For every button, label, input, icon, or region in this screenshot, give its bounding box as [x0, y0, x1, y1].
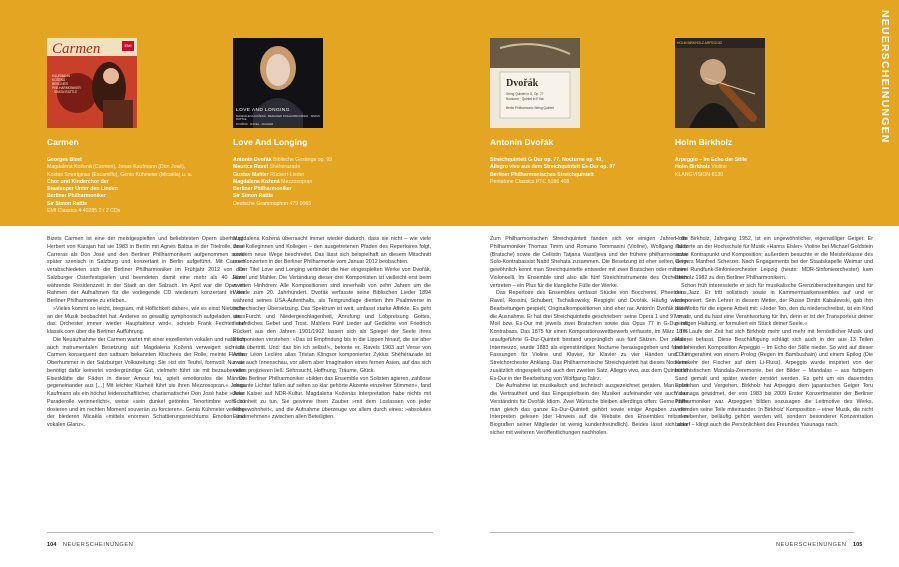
album-cover-love-and-longing[interactable] — [233, 38, 323, 128]
review-paragraph: Bizets Carmen ist eine der meistgespielten und beliebtesten Opern überhaupt. Herbert von Karajan hat sie 1983 in Berlin mit Agnes Baltsa in der Titelrolle, José Carreras als Don José und den Berliner Philharmonikern aufgenommen sowie später szenisch in Salzburg und konzertant in Berlin aufgeführt. Mit Carmen verabschiedeten sich die Berliner Philharmoniker im Frühjahr 2012 von den Salzburger Osterfestspielen und beendeten damit eine mehr als 40 Jahre währende Residenzzeit in der Stadt an der Salzach. Im April war die Oper im Rahmen der Aufnahmen für die vorliegende CD wiederum konzertant in der Berliner Philharmonie zu erleben. — [47, 236, 245, 304]
review-paragraph: Das Repertoire des Ensembles umfasst Stücke von Boccherini, Pheetorius, Ravel, Rossini, Schubert, Tschaikowsky, Respighi und Dvořák. Häufig werden Bearbeitungen gespielt, Originalkompositionen sind eher rar. Antonín Dvořák bildet die Ausnahme. Er hat drei Streichquintette geschrieben: seine Opera 1 und 97 in a-Moll bzw. Es-Dur mit jeweils zwei Bratschen sowie das Opus 77 in G-Dur mit Kontrabass. Das 1875 für einen Kompositionswettbewerb verfasste, im März 1876 uraufgeführte G-Dur-Quintett bestand ursprünglich aus fünf Sätzen. Der zweite, Intermezzo, wurde 1883 als eigenständiges Nocturne herausgegeben und fand in Fassungen für Violine und Klavier, für Klavier zu vier Händen und für Streichorchester Anklang. Das Philharmonische Streichquintett hat dieses Nocturne zusätzlich eingespielt und auch den zweiten Satz, Allegro vivo, aus dem Quintett in Es-Dur in der Bearbeitung von Wolfgang Talirz. — [490, 290, 688, 382]
album-details — [675, 157, 881, 179]
review-paragraph: Zum Philharmonischen Streichquintett fanden sich vor einigen Jahren die Philharmoniker Thomas Timm und Romano Tommasini (Violine), Wolfgang Talirz (Bratsche) sowie die Cellistin Tatjana Vassiljeva und der frühere philharmonische Solo-Kontrabassist Nabil Shehata zusammen. Die Besetzung ist eher selten, denn gewöhnlich kennt man Streichquintette entweder mit zwei Bratschen oder mit zwei Violoncelli. Im Ensemble sind also alle fünf Streichinstrumente des Orchesters vertreten – ein Plus für die klangliche Fülle der Werke. — [490, 236, 688, 289]
album-cover-carmen[interactable] — [47, 38, 137, 128]
album-details — [47, 157, 253, 215]
review-paragraph: Die Aufnahme ist musikalisch und technisch ausgezeichnet geraten. Man spürt die Vertrautheit und das Eingespieltsein der Musiker aufeinander wie auch das Verständnis für Dvořák Idiom. Zwei Wünsche bleiben allerdings offen: Gerne hätte man gleich das ganze Es-Dur-Quintett gehört sowie einige Angaben zu den Interpreten gelesen (der Hinweis auf die Website des Ensembles mit den Biografien seiner Mitglieder ist wenig kundenfreundlich). Beides lässt sich aber sicher mit weiteren Veröffentlichungen nachholen. — [490, 383, 688, 436]
album-detail-line: KLANGVISION 8130 — [675, 171, 724, 178]
album-details — [490, 157, 696, 186]
dvorak-cover-line1: String Quintet in G, Op. 77 — [506, 92, 544, 96]
album-detail-line: Holm Birkholz — [675, 164, 710, 171]
review-column-love-and-longing — [233, 236, 431, 422]
album-card-birkholz — [675, 136, 881, 179]
album-title: Holm Birkholz — [675, 137, 733, 147]
review-paragraph: Die Neuaufnahme der Carmen wartet mit einer exzellenten vokalen und natürlich auch instrumentalen Besetzung auf: Magdalena Kožená verweigert sich als Carmen konsequent den sattsam bekannten Klischees der Rolle, meinte Florian Oberhummer in der Salzburger Volkszeitung: Sie »ist ein Teufel, formvoll: Nur sie benötigt dafür keinerlei vordergründige Gut, vielmehr führt sie mit bezaubernder Eisesklätte die Fäden in dieser Amour fou, spielt emotionslos die Männer gegeneinander aus […] Mit leichter Klarheit führt sie ihren Mezzosopran.« Jonas Kaufmann als ein höchst leidenschaftlicher, charismatischer Don José habe »diese Paraderolle verinnerlicht«, weise »sein dunkel getöntes Tenortimbre wohl zu dosieren und im rechten Moment souverän zu forcieren«. Genia Kühmeier verleihe der biederen Micaëla »mittels enormen Schattierungsreichtums Emotion und vokalen Glanz«. — [47, 336, 245, 428]
album-detail-line: Deutsche Grammophon 479 0065 — [233, 200, 312, 207]
album-detail-line: Streichquintett G-Dur op. 77, Nocturne op. 40, — [490, 157, 603, 163]
album-detail-line: Kostas Smoriginas (Escamillo), Genia Kühmeier (Micaëla) u. a. — [47, 171, 193, 178]
album-detail-role: Shéhérazade — [269, 164, 301, 171]
footer-section-left: NEUERSCHEINUNGEN — [62, 542, 134, 548]
album-card-dvorak — [490, 136, 696, 186]
album-details — [233, 157, 439, 208]
emi-logo: EMI — [122, 41, 134, 51]
album-detail-line: Maurice Ravel — [233, 164, 268, 171]
album-cover-birkholz[interactable] — [675, 38, 765, 128]
review-paragraph: Magdalena Kožená überrascht immer wieder dadurch, dass sie nicht – wie viele ihrer Kolleginnen und Kollegen – den ausgetretenen Pfaden des Repertoires folgt, sondern neue Wege beschreitet. Das lässt sich beispielhaft an diesem Mitschnitt aus Konzerten in der Berliner Philharmonie vom Januar 2012 beobachten. — [233, 236, 431, 266]
album-cover-dvorak[interactable] — [490, 38, 580, 128]
album-detail-line: Magdalena Kožená — [233, 178, 280, 185]
dvorak-cover-title: Dvořák — [506, 78, 539, 89]
album-detail-line: Gustav Mahler — [233, 171, 269, 178]
review-column-carmen — [47, 236, 245, 430]
album-detail-role: Mezzosopran — [281, 178, 313, 185]
album-detail-line: Allegro vivo aus dem Streichquintett Es-Dur op. 97 — [490, 164, 616, 171]
section-label-vertical: NEUERSCHEINUNGEN — [879, 10, 891, 144]
review-paragraph: Schon früh interessierte er sich für musikalische Grenzüberschreitungen und für den Jazz. Er tritt solistisch sowie in Kammermusikensembles auf und er komponiert. Sein Lehrer in diesem Metier, der Russe Dmitri Kabalewski, gab ihm das Motto für die eigene Arbeit mit: »Jeder Ton, den du niederschreibst, ist ein Kind von dir, und du hast eine Verantwortung für ihn, denn er ist der Transporteur deiner geistigen Haltung, er formuliert ein Stück deiner Seele.« — [675, 282, 873, 328]
review-paragraph: Der Titel Love and Longing verbindet die hier eingespielten Werke von Dvořák, Ravel und Mahler. Die Verbindung dieser drei Komponisten ist vielleicht erst beim zweiten Hinhören: Alle Kompositionen sind innerhalb von zehn Jahren um die Wende zum 20. Jahrhundert. Dvořák verfasste seine Biblischen Lieder 1894 während seines USA-Aufenthalts, als Textgrundlage dienten ihm Psalmverse in tschechischer Übersetzung. Das Spektrum ist weit, umfasst starke Affekte. Es geht um Furcht und Niedergeschlagenheit, Anrufung und Lobpreisung Gottes, fiehentliches Gebet und Trost. Mahlers Fünf Lieder auf Gedichte von Friedrich Rückert aus den Jahren 1901/1902 lassen sich als Spiegel der Seele ihres Komponisten verstehen: »Das ist Empfindung bis in die Lippen hinauf, die sie aber nicht übertritt. Und: das bin ich selbst!«, betonte er. Ravels 1903 auf Verse von Arthur Léon Leclère alias Tristan Klingsor komponierter Zyklus Shéhérazade ist zwar auch Innenschau, vor allem aber Imagination eines fernen Asien, auf das sich vieles projizieren ließ: Sehnsucht, Hoffnung, Träume, Glück. — [233, 267, 431, 374]
page-number-right: 105 — [853, 542, 863, 548]
album-title: Carmen — [47, 137, 79, 147]
album-card-love-and-longing — [233, 136, 439, 208]
album-detail-line: Sir Simon Rattle — [233, 193, 274, 200]
album-detail-line: Chor und Kinderchor der — [47, 178, 109, 185]
review-column-birkholz — [675, 236, 873, 430]
album-title: Love And Longing — [233, 137, 308, 147]
love-longing-cover-credit: MAGDALENA KOŽENÁ · BERLINER PHILHARMONIKER · SIMON RATTLE — [236, 114, 320, 122]
album-detail-line: Berliner Philharmonisches Streichquintett — [490, 171, 594, 178]
album-detail-line: Arpeggio – Im Echo der Stille — [675, 157, 748, 163]
album-detail-line: Berliner Philharmoniker — [47, 193, 106, 200]
footer-section-right: NEUERSCHEINUNGEN — [776, 542, 847, 548]
album-detail-role: Biblische Gesänge op. 99 — [273, 157, 333, 163]
album-title: Antonín Dvořák — [490, 137, 554, 147]
footer-left — [47, 542, 133, 548]
album-detail-role: Violine — [711, 164, 727, 171]
album-detail-line: Berliner Philharmoniker — [233, 186, 292, 193]
album-detail-line: Antonín Dvořák — [233, 157, 272, 163]
album-detail-line: Pentatone Classics PTC 5186 408 — [490, 178, 570, 185]
album-detail-line: Sir Simon Rattle — [47, 200, 88, 207]
review-paragraph: Holm Birkholz, Jahrgang 1952, ist ein ungewöhnlicher, eigenwilliger Geiger. Er studierte an der Hochschule für Musik »Hanns Eisler« Violine bei Michael Goldstein sowie Kontrapunkt und Komposition; außerdem besuchte er die Meisterklasse des Geigers Manfred Scherzer. Nach Engagements bei der Staatskapelle Weimar und beim Rundfunk-Sinfonieorchester Leipzig (heute: MDR-Sinfonieorchester) kam Birkholz 1982 zu den Berliner Philharmonikern. — [675, 236, 873, 281]
love-longing-cover-title: LOVE AND LONGING — [236, 108, 290, 113]
review-paragraph: Im Laufe der Zeit hat sich Birkholz mehr und mehr mit fernöstlicher Musik und Malerei befasst. Diese Beschäftigung schlägt sich auch in der aus 13 Teilen bestehenden Komposition Arpeggio – Im Echo der Stille nieder. So wird auf dieser CD eingerahmt von einem Prolog (Regen im Bambushain) und einem Epilog (Die Heimkehr der Fischer auf dem Li-Fluss). Arpeggio wurde inspiriert von der buddhistischen Mandala-Zeremonie, bei der Bilder – Mandalas – aus farbigem Sand gemalt und später wieder zerstört werden. Es geht um ein dauerndes Entstehen und Vergehen. Birkholz hat Arpeggio dem japanischen Geiger Toru Yasunaga gewidmet, der von 1983 bis 2009 Erster Konzertmeister der Berliner Philharmoniker war. Arpeggien bilden sozusagen die Leitmotive des Werks, verbinden seine Teile miteinander. In Birkholz' Komposition – einer Musik, die nicht so nebenher, beiläufig gehört werden will, sondern besonderer Konzentration bedarf – klingt auch die Persönlichkeit des Freundes Yasunaga nach. — [675, 329, 873, 428]
carmen-cover-title: Carmen — [52, 41, 101, 57]
album-detail-line: Staatsoper Unter den Linden — [47, 186, 118, 193]
dvorak-cover-line2: Nocturne · Quintet in E flat — [506, 97, 544, 101]
birkholz-cover-art — [675, 38, 765, 128]
album-card-carmen — [47, 136, 253, 215]
dvorak-cover-credit: Berlin Philharmonic String Quintet — [506, 106, 554, 110]
album-detail-line: Georges Bizet — [47, 157, 82, 163]
album-detail-line: EMI Classics 4 40285 2 / 2 CDs — [47, 208, 121, 215]
footer-rule-left — [47, 532, 433, 533]
footer-rule-right — [490, 532, 854, 533]
review-column-dvorak — [490, 236, 688, 438]
footer-right — [776, 542, 862, 548]
carmen-cover-credit: KAUFMANN · KOŽENÁ · BERLINER PHILHARMONIKER · SIMON RATTLE — [52, 74, 81, 94]
love-longing-cover-sub: DVOŘÁK · RAVEL · MAHLER — [236, 122, 274, 126]
review-paragraph: Die Berliner Philharmoniker »bilden das Ensemble von Solisten agieren, zahllose elegante Lichter fallen auf selten so klar gehörte Akzente einzelner Stimmen«, fand Juke Kaiser auf NDR-Kultur. Magdalena Koženás Interpretation habe nichts mit Schönheit zu tun. Sie gewinne ihren Zauber »mit dem Loslassen von jeder Hörgewohnheit«, und die Aufnahme überzeuge vor allem durch eines: »absolutes Einvernehmen« zwischen allen Beteiligten. — [233, 375, 431, 421]
album-detail-role: Rückert-Lieder — [270, 171, 305, 178]
page-number-left: 104 — [47, 542, 57, 548]
birkholz-cover-title: HOLM BIRKHOLZ ARPEGGIO — [677, 41, 723, 45]
review-paragraph: »Vieles kommt so leicht, biegsam, mit Höflichkeit daher«, wie es einst Nietzsche an der Musik beobachtet hat. Anderes so gewaltig symphonisch aufgeladen, dass das Orchester immer wieder Hauptakteur wird«, schrieb Frank Fechter auf klassik.com über die Berliner Aufführung. — [47, 305, 245, 335]
album-detail-line: Magdalena Kožená (Carmen), Jonas Kaufmann (Don José), — [47, 164, 186, 171]
